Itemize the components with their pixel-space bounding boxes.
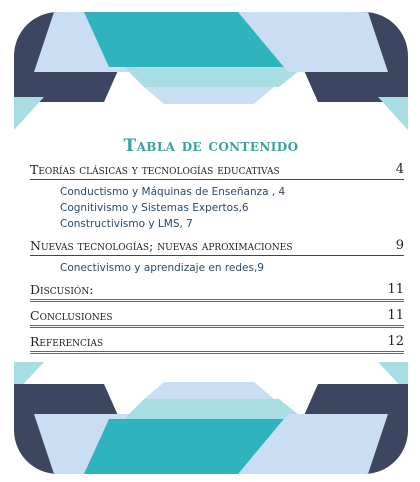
toc-entry-page: 9: [395, 238, 404, 253]
deco-shape: [378, 97, 408, 130]
toc-entry-label: Referencias: [30, 334, 104, 349]
toc-subentry[interactable]: Conductismo y Máquinas de Enseñanza , 4: [60, 186, 286, 198]
top-decorative-banner: [14, 12, 408, 132]
toc-entry-label: Nuevas tecnologías; nuevas aproximaciones: [30, 238, 293, 253]
toc-entry-page: 11: [387, 282, 404, 297]
deco-shape: [144, 87, 274, 104]
toc-page: [14, 12, 408, 474]
deco-shape: [144, 382, 274, 399]
bottom-decorative-banner: [14, 354, 408, 474]
deco-shape: [124, 399, 304, 419]
toc-entry[interactable]: [30, 238, 404, 256]
toc-entry-label: Discusión:: [30, 282, 94, 297]
toc-entry-page: 11: [387, 308, 404, 323]
toc-title: Tabla de contenido: [123, 136, 299, 156]
toc-entry-label: Conclusiones: [30, 308, 113, 323]
toc-subentry[interactable]: Cognitivismo y Sistemas Expertos,6: [60, 202, 249, 214]
toc-entry[interactable]: [30, 334, 404, 354]
toc-entry-page: 12: [387, 334, 404, 349]
toc-subentry[interactable]: Conectivismo y aprendizaje en redes,9: [60, 262, 264, 274]
toc-entry-page: 4: [395, 162, 404, 177]
deco-shape: [14, 97, 44, 130]
toc-entry[interactable]: [30, 308, 404, 328]
deco-shape: [124, 67, 304, 87]
toc-entry-label: Teorías clásicas y tecnologías educativas: [30, 162, 280, 177]
toc-entry[interactable]: [30, 162, 404, 180]
toc-entry[interactable]: [30, 282, 404, 302]
toc-subentry[interactable]: Constructivismo y LMS, 7: [60, 218, 193, 230]
